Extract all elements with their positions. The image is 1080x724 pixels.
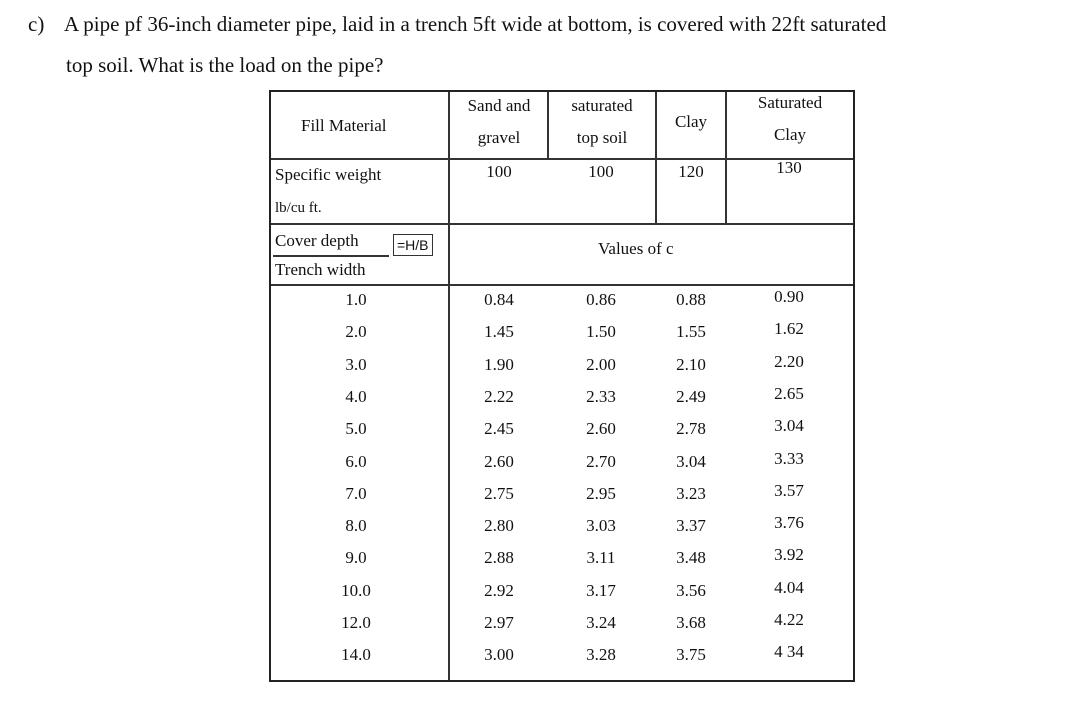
value-cell: 1.90	[484, 354, 514, 374]
material-topsoil-line1: saturated	[571, 96, 633, 115]
question-line-1-text: A pipe pf 36-inch diameter pipe, laid in a trench 5ft wide at bottom, is covered with 22ft saturated	[64, 12, 887, 36]
value-cell: 2.65	[774, 383, 804, 403]
value-cell: 2.95	[586, 483, 616, 503]
ratio-cell: 2.0	[345, 322, 367, 342]
weight-clay: 120	[678, 162, 704, 181]
value-cell: 0.90	[774, 287, 804, 306]
value-cell: 3.00	[484, 645, 514, 665]
ratio-cell: 1.0	[345, 290, 367, 309]
value-cell: 1.55	[676, 322, 706, 342]
ratio-cell: 9.0	[345, 548, 367, 568]
value-cell: 3.37	[676, 516, 706, 536]
value-cell: 2.22	[484, 386, 514, 406]
material-sand-line1: Sand and	[467, 96, 531, 115]
value-cell: 2.45	[484, 419, 514, 439]
value-cell: 2.88	[484, 548, 514, 568]
value-cell: 3.03	[586, 516, 616, 536]
value-cell: 0.84	[484, 290, 514, 309]
value-cell: 2.78	[676, 419, 706, 439]
value-cell: 1.45	[484, 322, 514, 342]
value-cell: 3.28	[586, 645, 616, 665]
value-cell: 2.33	[586, 386, 616, 406]
value-cell: 3.75	[676, 645, 706, 665]
fill-material-label: Fill Material	[301, 116, 387, 135]
value-cell: 3.11	[586, 548, 616, 568]
ratio-cell: 3.0	[345, 354, 367, 374]
weight-sand: 100	[486, 162, 512, 181]
value-cell: 2.92	[484, 580, 514, 600]
value-cell: 1.62	[774, 319, 804, 339]
specific-weight-unit: lb/cu ft.	[275, 200, 322, 216]
value-cell: 1.50	[586, 322, 616, 342]
value-cell: 0.86	[586, 290, 616, 309]
value-cell: 2.75	[484, 483, 514, 503]
value-cell: 2.80	[484, 516, 514, 536]
divider-first-column	[448, 92, 450, 680]
value-cell: 4.04	[774, 577, 804, 597]
question-label: c)	[28, 12, 45, 36]
cover-depth-label: Cover depth	[275, 231, 359, 250]
divider-col-1	[547, 92, 549, 158]
cover-depth-fraction-bar	[273, 255, 389, 257]
ratio-cell: 8.0	[345, 516, 367, 536]
material-clay-line1: Clay	[674, 112, 708, 131]
value-cell: 3.48	[676, 548, 706, 568]
values-of-c-label: Values of c	[598, 239, 674, 258]
value-cell: 2.10	[676, 354, 706, 374]
ratio-cell: 7.0	[345, 483, 367, 503]
value-cell: 4.22	[774, 610, 804, 629]
value-cell: 3.68	[676, 613, 706, 632]
value-cell: 3.04	[774, 416, 804, 436]
ratio-cell: 6.0	[345, 451, 367, 471]
value-cell: 3.17	[586, 580, 616, 600]
question-line-2: top soil. What is the load on the pipe?	[66, 53, 384, 77]
divider-weight-row	[271, 223, 853, 225]
weight-topsoil: 100	[588, 162, 614, 181]
value-cell: 3.56	[676, 580, 706, 600]
value-cell: 4 34	[774, 642, 804, 662]
value-cell: 3.24	[586, 613, 616, 632]
ratio-cell: 12.0	[341, 613, 371, 632]
value-cell: 3.23	[676, 483, 706, 503]
question-text	[28, 4, 1068, 86]
specific-weight-label: Specific weight	[275, 165, 382, 184]
value-cell: 2.60	[586, 419, 616, 439]
material-satclay-line1: Saturated	[757, 93, 823, 112]
material-topsoil-line2: top soil	[576, 128, 628, 147]
value-cell: 3.76	[774, 513, 804, 533]
ratio-cell: 10.0	[341, 580, 371, 600]
value-cell: 3.57	[774, 480, 804, 500]
value-cell: 2.00	[586, 354, 616, 374]
value-cell: 2.70	[586, 451, 616, 471]
question-line-1	[28, 4, 1068, 45]
value-cell: 2.20	[774, 351, 804, 371]
material-sand-line2: gravel	[477, 128, 521, 147]
ratio-cell: 5.0	[345, 419, 367, 439]
divider-values-header	[271, 284, 853, 286]
value-cell: 0.88	[676, 290, 706, 309]
value-cell: 3.33	[774, 448, 804, 468]
value-cell: 2.97	[484, 613, 514, 632]
ratio-cell: 14.0	[341, 645, 371, 665]
hb-ratio-box: =H/B	[393, 234, 433, 256]
value-cell: 2.60	[484, 451, 514, 471]
coefficient-table	[269, 90, 855, 682]
trench-width-label: Trench width	[275, 260, 366, 279]
value-cell: 3.04	[676, 451, 706, 471]
weight-satclay: 130	[776, 158, 802, 177]
material-satclay-line2: Clay	[773, 125, 807, 144]
value-cell: 3.92	[774, 545, 804, 565]
value-cell: 2.49	[676, 386, 706, 406]
ratio-cell: 4.0	[345, 386, 367, 406]
